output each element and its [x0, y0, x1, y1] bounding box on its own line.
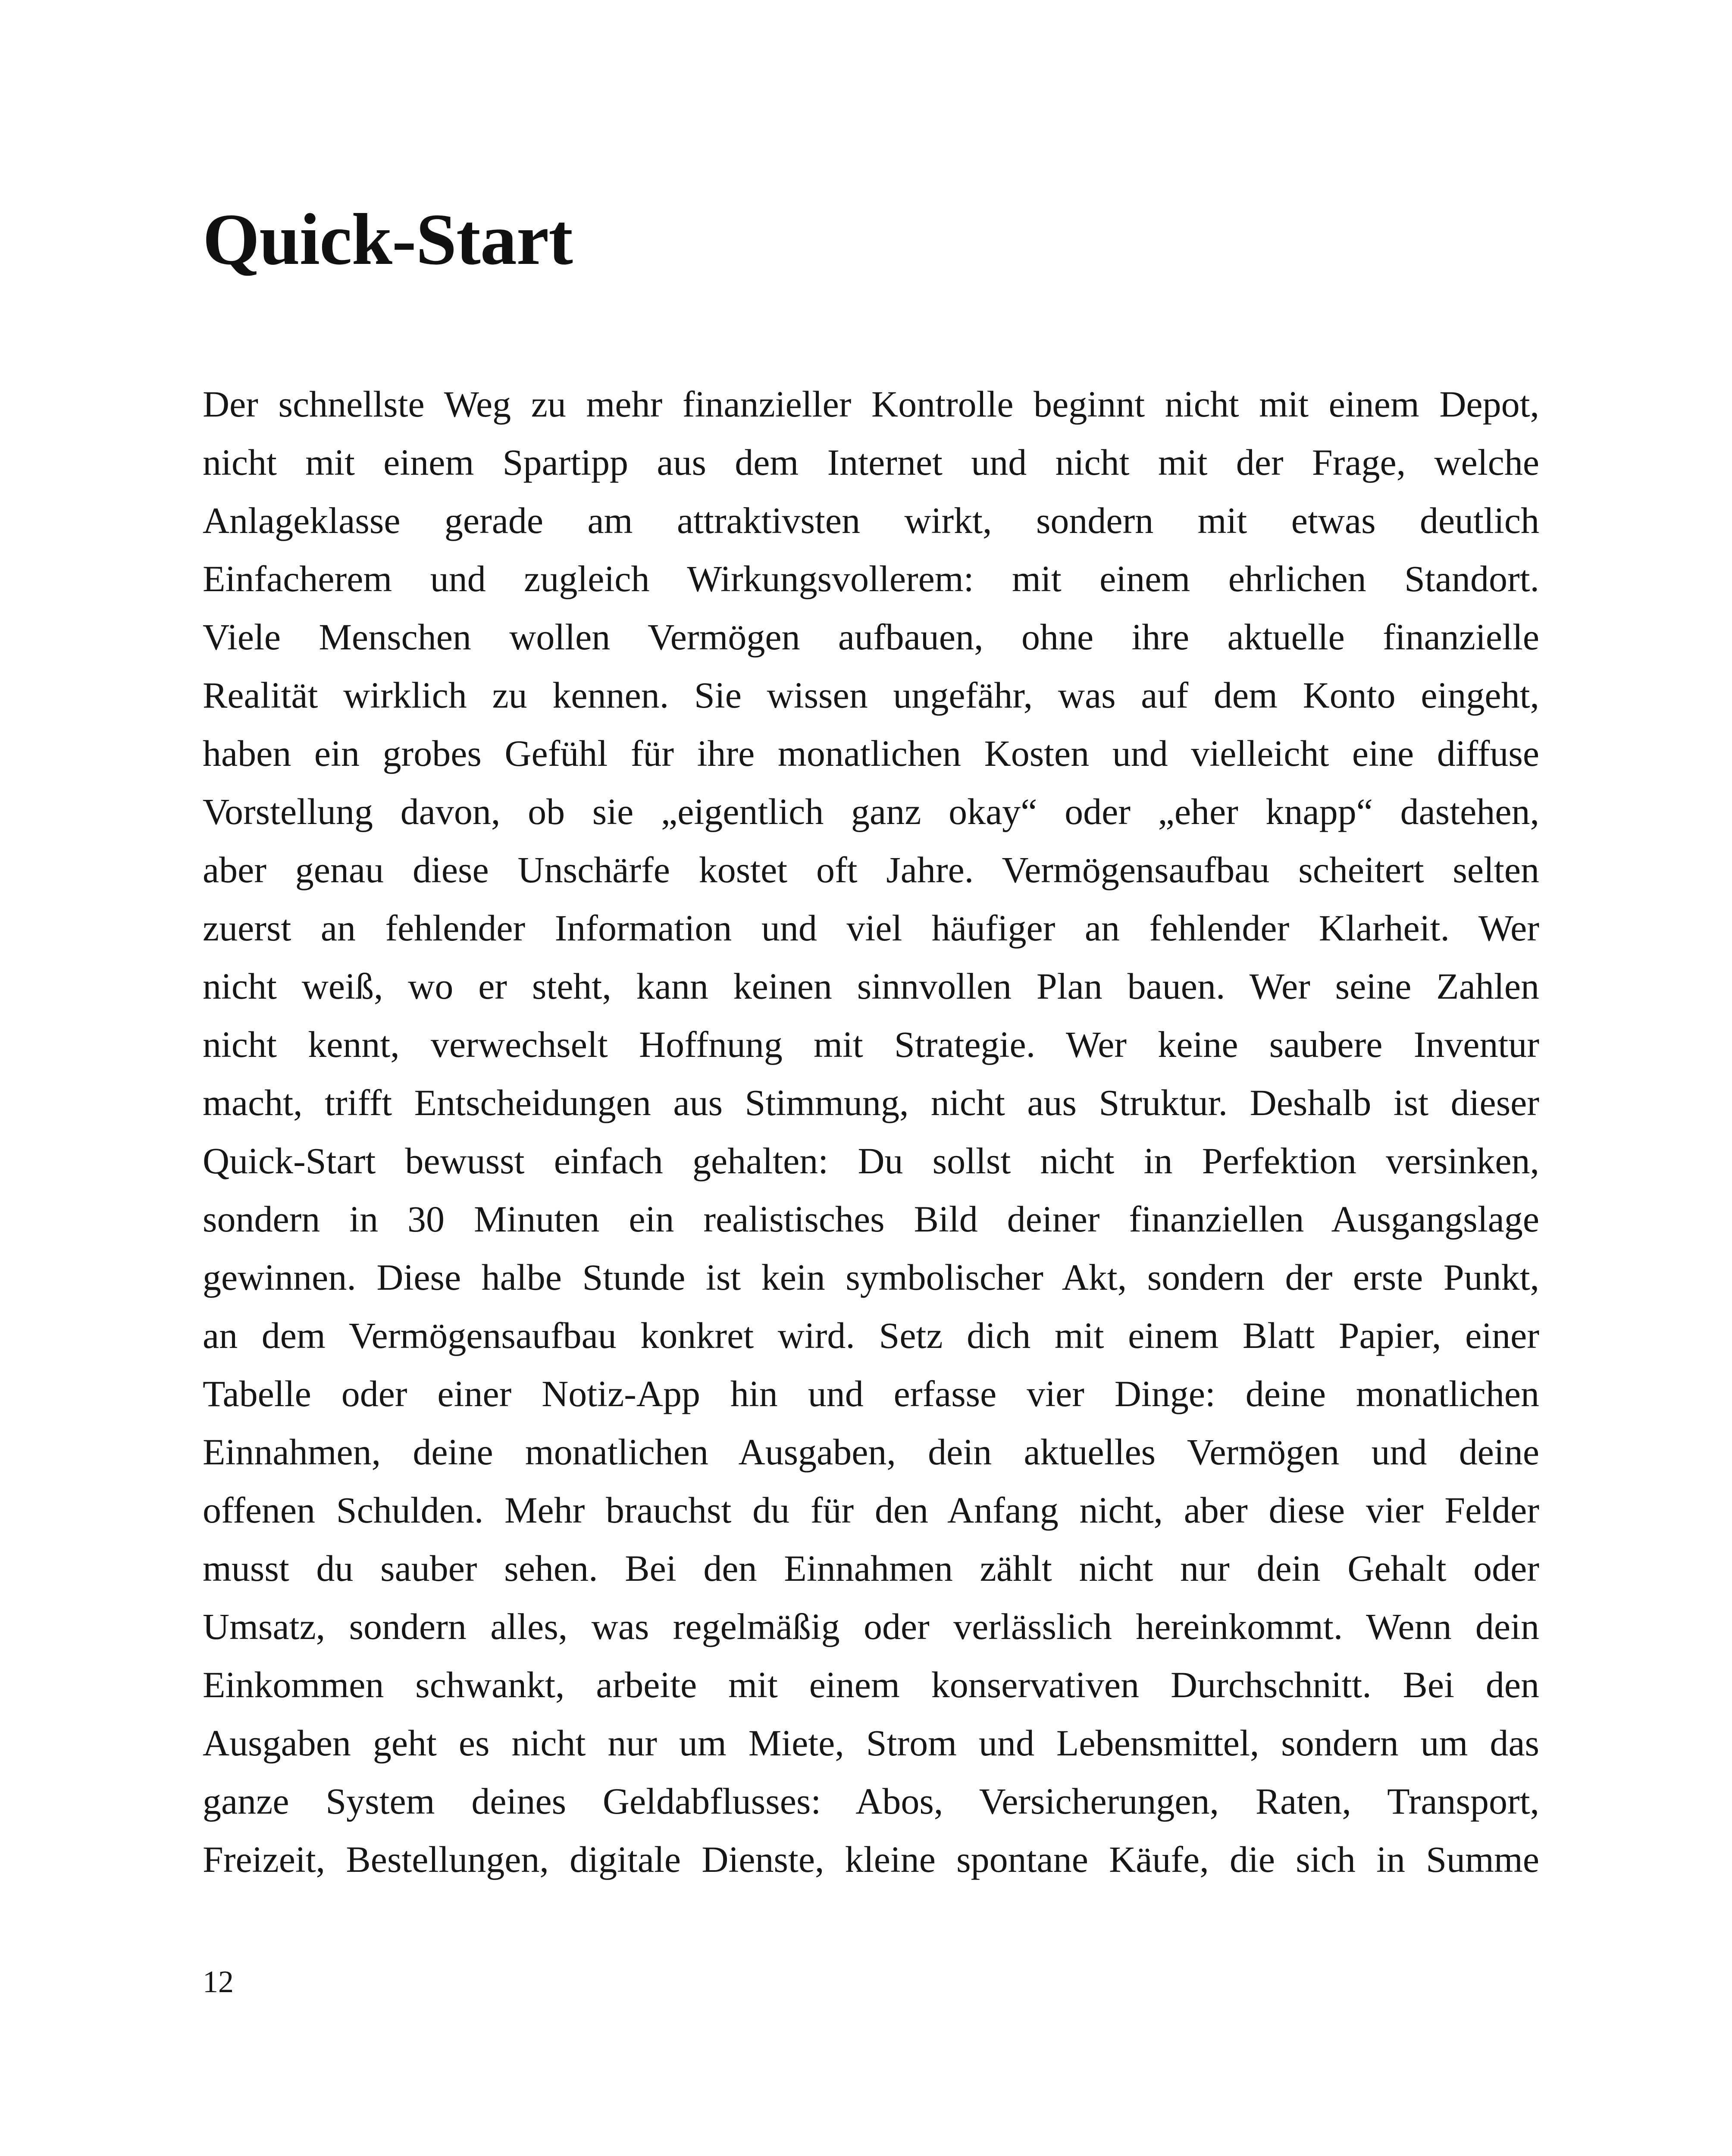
text-line: haben ein grobes Gefühl für ihre monatlichen Kosten und vielleicht eine diffuse: [203, 733, 1539, 774]
text-line: Der schnellste Weg zu mehr finanzieller Kontrolle beginnt nicht mit einem Depot,: [203, 383, 1539, 425]
text-line: Realität wirklich zu kennen. Sie wissen ungefähr, was auf dem Konto eingeht,: [203, 674, 1539, 716]
text-line: an dem Vermögensaufbau konkret wird. Setz dich mit einem Blatt Papier, einer: [203, 1315, 1539, 1356]
text-line: gewinnen. Diese halbe Stunde ist kein symbolischer Akt, sondern der erste Punkt,: [203, 1257, 1539, 1298]
text-line: Anlageklasse gerade am attraktivsten wirkt, sondern mit etwas deutlich: [203, 500, 1539, 541]
chapter-title: Quick-Start: [203, 199, 573, 280]
text-line: aber genau diese Unschärfe kostet oft Jahre. Vermögensaufbau scheitert selten: [203, 849, 1539, 890]
text-line: ganze System deines Geldabflusses: Abos, Versicherungen, Raten, Transport,: [203, 1780, 1539, 1822]
text-line: Ausgaben geht es nicht nur um Miete, Strom und Lebensmittel, sondern um das: [203, 1722, 1539, 1764]
text-line: Umsatz, sondern alles, was regelmäßig oder verlässlich hereinkommt. Wenn dein: [203, 1606, 1539, 1647]
text-line: Einkommen schwankt, arbeite mit einem konservativen Durchschnitt. Bei den: [203, 1664, 1539, 1705]
text-line: nicht mit einem Spartipp aus dem Internet und nicht mit der Frage, welche: [203, 442, 1539, 483]
text-line: nicht kennt, verwechselt Hoffnung mit Strategie. Wer keine saubere Inventur: [203, 1024, 1539, 1065]
text-line: Viele Menschen wollen Vermögen aufbauen, ohne ihre aktuelle finanzielle: [203, 616, 1539, 658]
text-line: Einfacherem und zugleich Wirkungsvollerem: mit einem ehrlichen Standort.: [203, 558, 1539, 599]
text-line: Tabelle oder einer Notiz-App hin und erfasse vier Dinge: deine monatlichen: [203, 1373, 1539, 1414]
text-line: zuerst an fehlender Information und viel häufiger an fehlender Klarheit. Wer: [203, 907, 1539, 949]
text-line: macht, trifft Entscheidungen aus Stimmung, nicht aus Struktur. Deshalb ist dieser: [203, 1082, 1539, 1123]
body-paragraph: [203, 375, 1539, 1889]
text-line: Vorstellung davon, ob sie „eigentlich ganz okay“ oder „eher knapp“ dastehen,: [203, 791, 1539, 832]
text-line: offenen Schulden. Mehr brauchst du für den Anfang nicht, aber diese vier Felder: [203, 1489, 1539, 1531]
text-line: Einnahmen, deine monatlichen Ausgaben, dein aktuelles Vermögen und deine: [203, 1431, 1539, 1473]
text-line: sondern in 30 Minuten ein realistisches Bild deiner finanziellen Ausgangslage: [203, 1198, 1539, 1240]
text-line: Quick-Start bewusst einfach gehalten: Du sollst nicht in Perfektion versinken,: [203, 1140, 1539, 1181]
page-number: 12: [203, 1965, 234, 1999]
text-line: musst du sauber sehen. Bei den Einnahmen zählt nicht nur dein Gehalt oder: [203, 1548, 1539, 1589]
text-line: Freizeit, Bestellungen, digitale Dienste, kleine spontane Käufe, die sich in Summe: [203, 1839, 1539, 1880]
text-line: nicht weiß, wo er steht, kann keinen sinnvollen Plan bauen. Wer seine Zahlen: [203, 965, 1539, 1007]
